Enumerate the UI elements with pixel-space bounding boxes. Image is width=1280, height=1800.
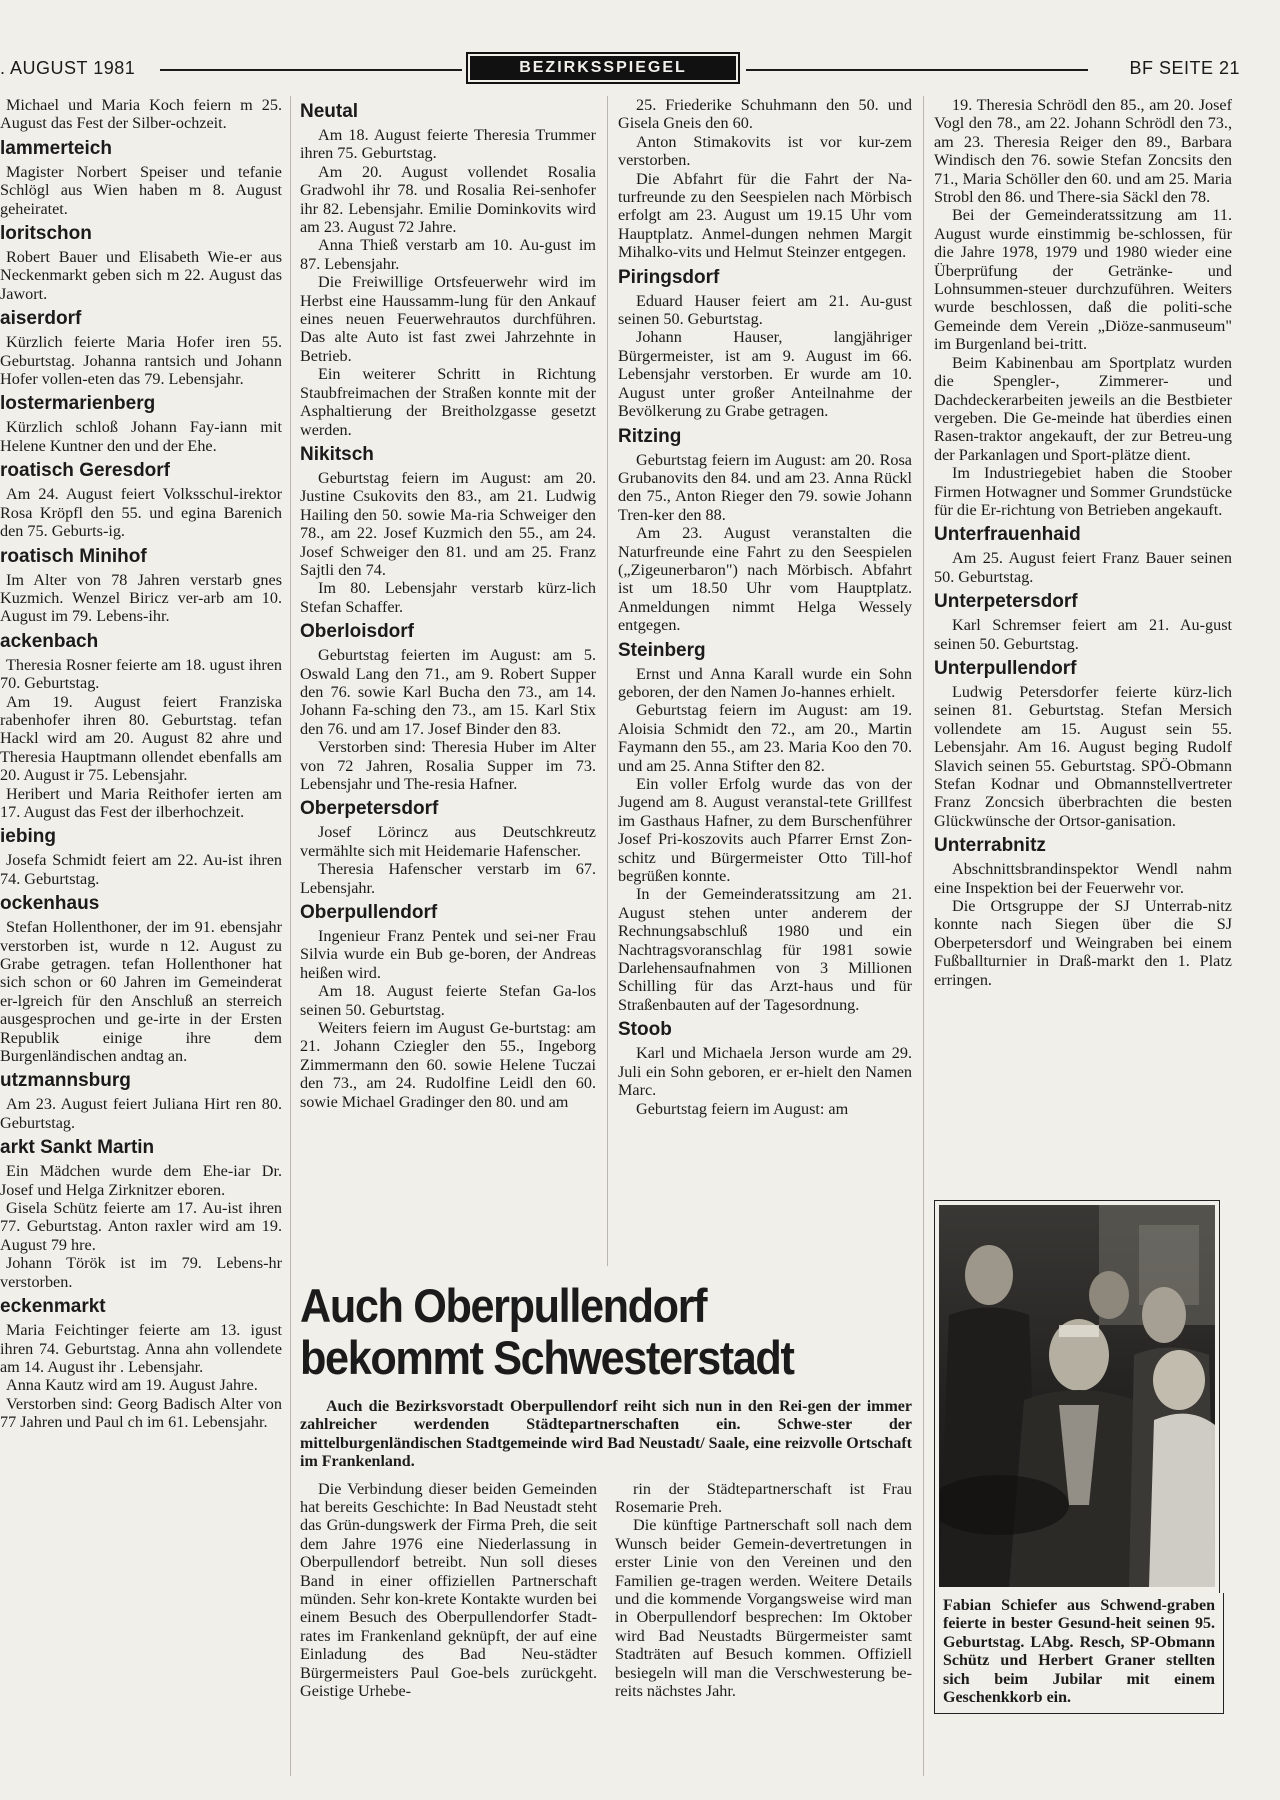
news-paragraph: Abschnittsbrandinspektor Wendl nahm eine Inspektion bei der Feuerwehr vor.	[934, 860, 1232, 897]
news-paragraph: Geburtstag feierten im August: am 5. Oswald Lang den 71., am 9. Robert Supper den 76. sowie Karl Bucha den 73., am 14. Johann Fa-sching den 73., am 15. Karl Stix den 76. und am 17. Josef Binder den 83.	[300, 646, 596, 738]
column-1	[0, 96, 282, 1432]
locality-heading: Oberloisdorf	[300, 621, 415, 643]
issue-date: . AUGUST 1981	[0, 58, 136, 78]
news-paragraph: Ludwig Petersdorfer feierte kürz-lich seinen 81. Geburtstag. Stefan Mersich vollendete am 15. August sein 55. Lebensjahr. Am 16. August beging Rudolf Slavich seinen 55. Geburtstag. SPÖ-Obmann Stefan Kodnar und Obmannstellvertreter Franz Zoncsich überbrachten die besten Glückwünsche der Ortsor-ganisation.	[934, 682, 1232, 830]
column-divider	[923, 96, 924, 1776]
feature-article	[300, 1280, 912, 1701]
page-number: BF SEITE 21	[1129, 58, 1240, 78]
photo-jubilee-image	[939, 1205, 1215, 1587]
article-headline	[300, 1280, 889, 1384]
headline-line-2: bekommt Schwesterstadt	[300, 1331, 794, 1384]
article-body	[300, 1480, 912, 1701]
article-body-left	[300, 1480, 597, 1701]
page-header	[0, 52, 1240, 88]
locality-heading: Nikitsch	[300, 443, 374, 465]
article-paragraph: rin der Städtepartnerschaft ist Frau Rosemarie Preh.	[615, 1479, 912, 1517]
news-paragraph: Die Abfahrt für die Fahrt der Na-turfreunde zu den Seespielen nach Mörbisch erfolgt am 23. August um 19.15 Uhr vom Hauptplatz. Anmel-dungen nehmen Margit Mihalko-vits und Helmut Steinzer entgegen.	[618, 169, 912, 262]
section-label: BEZIRKSSPIEGEL	[470, 56, 736, 80]
news-paragraph: Am 24. August feiert Volksschul-irektor Rosa Kröpfl den 55. und egina Barenich den 75. Geburts-ig.	[0, 485, 282, 541]
column-divider	[290, 96, 291, 1776]
locality-heading: Oberpullendorf	[300, 902, 438, 924]
news-paragraph: Verstorben sind: Theresia Huber im Alter von 72 Jahren, Rosalia Supper im 73. Lebensjahr und The-resia Hafner.	[300, 738, 596, 793]
news-paragraph: Theresia Rosner feierte am 18. ugust ihren 70. Geburtstag.	[0, 655, 282, 693]
news-paragraph: Geburtstag feiern im August: am 19. Aloisia Schmidt den 72., am 20., Martin Faymann den 55., am 23. Maria Koo den 70. und am 25. Anna Stifter den 82.	[618, 701, 912, 775]
news-paragraph: Anna Kautz wird am 19. August Jahre.	[6, 1376, 258, 1395]
column-4	[934, 96, 1232, 989]
news-paragraph: Geburtstag feiern im August: am	[636, 1099, 849, 1118]
news-paragraph: 19. Theresia Schrödl den 85., am 20. Josef Vogl den 78., am 22. Johann Schrödl den 73., am 23. Theresia Reiger den 89., Barbara Windisch den 76. sowie Stefan Zoncsits den 71., Maria Schöller den 60. und am 25. Maria Strobl den 86. und There-sia Säckl den 78.	[934, 96, 1232, 207]
news-paragraph: Theresia Hafenscher verstarb im 67. Lebensjahr.	[300, 860, 596, 897]
news-paragraph: Stefan Hollenthoner, der im 91. ebensjahr verstorben ist, wurde n 12. August zu Grabe getragen. tefan Hollenthoner hat sich schon or 60 Jahren im Gemeinderat er-lgreich für den Anschluß an sterreich ausgesprochen und ge-irte in der Ersten Republik einige ihre dem Burgenländischen andtag an.	[0, 918, 282, 1066]
news-paragraph: Am 25. August feiert Franz Bauer seinen 50. Geburtstag.	[934, 549, 1232, 586]
news-paragraph: Am 19. August feiert Franziska rabenhofer ihren 80. Geburtstag. tefan Hackl wird am 20. August 82 ahre und Theresia Hauptmann ollendet ebenfalls am 20. August ir 75. Lebensjahr.	[0, 692, 282, 785]
locality-heading: Unterfrauenhaid	[934, 524, 1081, 546]
news-paragraph: Im 80. Lebensjahr verstarb kürz-lich Stefan Schaffer.	[300, 579, 596, 616]
locality-heading: eckenmarkt	[0, 1296, 106, 1318]
news-paragraph: Magister Norbert Speiser und tefanie Schlögl aus Wien haben m 8. August geheiratet.	[0, 162, 282, 218]
locality-heading: loritschon	[0, 223, 92, 245]
news-paragraph: Am 23. August feiert Juliana Hirt ren 80. Geburtstag.	[0, 1095, 282, 1132]
news-paragraph: Johann Török ist im 79. Lebens-hr verstorben.	[0, 1254, 282, 1291]
locality-heading: ockenhaus	[0, 893, 100, 915]
photo-caption: Fabian Schiefer aus Schwend-graben feierte in bester Gesund-heit seinen 95. Geburtstag. LAbg. Resch, SP-Obmann Schütz und Herbert Graner stellten sich beim Jubilar mit einem Geschenkkorb ein.	[934, 1593, 1224, 1714]
news-paragraph: Am 18. August feierte Theresia Trummer ihren 75. Geburtstag.	[300, 126, 596, 163]
section-label-box	[466, 52, 740, 84]
locality-heading: ackenbach	[0, 630, 99, 652]
locality-heading: Steinberg	[618, 639, 706, 661]
locality-heading: Oberpetersdorf	[300, 798, 439, 820]
locality-heading: Neutal	[300, 101, 359, 122]
article-lead: Auch die Bezirksvorstadt Oberpullendorf reiht sich nun in den Rei-gen der immer zahlreicher werdenden Städtepartnerschaften ein. Schwe-ster der mittelburgenländischen Stadtgemeinde wird Bad Neustadt/ Saale, eine reizvolle Ortschaft im Frankenland.	[300, 1398, 912, 1471]
photo-frame	[934, 1200, 1220, 1594]
article-paragraph: Die künftige Partnerschaft soll nach dem Wunsch beider Gemein-devertretungen in erster Linie von den Vereinen und den Familien ge-tragen werden. Weitere Details und die kommende Vorgangsweise wird man in Oberpullendorf besprechen: Im Oktober wird Bad Neustadts Bürgermeister samt Stadträten auf Besuch kommen. Offiziell besiegeln will man die Verschwesterung be-reits nächstes Jahr.	[615, 1516, 912, 1701]
locality-heading: utzmannsburg	[0, 1070, 131, 1092]
locality-heading: aiserdorf	[0, 308, 82, 330]
locality-heading: roatisch Geresdorf	[0, 460, 170, 482]
locality-heading: Unterpetersdorf	[934, 591, 1078, 613]
news-paragraph: Im Industriegebiet haben die Stoober Firmen Hotwagner und Sommer Grundstücke für die Er-richtung von Betrieben angekauft.	[934, 464, 1232, 519]
news-paragraph: Am 23. August veranstalten die Naturfreunde eine Fahrt zu den Seespielen („Zigeunerbaron") nach Mörbisch. Abfahrt ist um 18.50 Uhr vom Hauptplatz. Anmeldungen nimmt Helga Wessely entgegen.	[618, 524, 912, 635]
news-paragraph: Ein Mädchen wurde dem Ehe-iar Dr. Josef und Helga Zirknitzer eboren.	[0, 1162, 282, 1199]
news-paragraph: Johann Hauser, langjähriger Bürgermeister, ist am 9. August im 66. Lebensjahr verstorben. Er wurde am 10. August unter großer Anteilnahme der Bevölkerung zu Grabe getragen.	[618, 328, 912, 421]
news-paragraph: Die Freiwillige Ortsfeuerwehr wird im Herbst eine Haussamm-lung für den Ankauf eines neuen Feuerwehrautos durchführen. Das alte Auto ist fast zwei Jahrzehnte in Betrieb.	[300, 273, 596, 365]
column-3	[618, 96, 912, 1118]
news-paragraph: Karl und Michaela Jerson wurde am 29. Juli ein Sohn geboren, er er-hielt den Namen Marc.	[618, 1044, 912, 1100]
locality-heading: Ritzing	[618, 425, 682, 447]
column-2	[300, 96, 596, 1111]
headline-line-1: Auch Oberpullendorf	[300, 1279, 707, 1332]
news-paragraph: Ingenieur Franz Pentek und sei-ner Frau Silvia wurde ein Bub ge-boren, der Andreas heißen wird.	[300, 927, 596, 982]
locality-heading: Unterrabnitz	[934, 835, 1046, 857]
news-paragraph: Ernst und Anna Karall wurde ein Sohn geboren, der den Namen Jo-hannes erhielt.	[618, 664, 912, 701]
news-paragraph: Anton Stimakovits ist vor kur-zem verstorben.	[618, 132, 912, 170]
locality-heading: lostermarienberg	[0, 393, 156, 415]
locality-heading: lammerteich	[0, 137, 112, 159]
article-body-right	[615, 1480, 912, 1701]
news-paragraph: Michael und Maria Koch feiern m 25. August das Fest der Silber-ochzeit.	[0, 96, 282, 133]
article-paragraph: Die Verbindung dieser beiden Gemeinden hat bereits Geschichte: In Bad Neustadt steht das Grün-dungswerk der Firma Preh, die seit dem Jahre 1976 eine Niederlassung in Oberpullendorf betreibt. Nun soll dieses Band in einer offiziellen Partnerschaft münden. Sehr kon-krete Kontakte wurden bei einem Besuch des Oberpullendorfer Stadt-rates im Frankenland geknüpft, der auf eine Einladung des Bad Neu-städter Bürgermeisters Paul Goe-bels zurückgeht. Geistige Urhebe-	[300, 1479, 597, 1701]
news-paragraph: Bei der Gemeinderatssitzung am 11. August wurde einstimmig be-schlossen, für die Jahre 1978, 1979 und 1980 wieder eine Überprüfung der Getränke- und Lohnsummen-steuer durchzuführen. Weiters wurde beschlossen, daß die politi-sche Gemeinde dem Verein „Diöze-sanmuseum" im Burgenland bei-tritt.	[934, 206, 1232, 354]
news-paragraph: In der Gemeinderatssitzung am 21. August stehen unter anderem der Rechnungsabschluß 1980 und ein Nachtragsvoranschlag für 1981 sowie Darlehensaufnahmen von 3 Millionen Schilling für das Arzt-haus und für Straßenbauten auf der Tagesordnung.	[618, 885, 912, 1014]
news-paragraph: Die Ortsgruppe der SJ Unterrab-nitz konnte nach Siegen über die SJ Oberpetersdorf und Weingraben bei einem Fußballturnier in Draß-markt den 1. Platz erringen.	[934, 897, 1232, 989]
column-divider	[607, 96, 608, 1266]
locality-heading: Stoob	[618, 1019, 672, 1041]
locality-heading: Unterpullendorf	[934, 657, 1077, 679]
news-paragraph: Im Alter von 78 Jahren verstarb gnes Kuzmich. Wenzel Biricz ver-arb am 10. August im 79. Lebens-ihr.	[0, 570, 282, 626]
header-rule-left	[160, 69, 462, 71]
news-paragraph: Am 18. August feierte Stefan Ga-los seinen 50. Geburtstag.	[300, 982, 596, 1019]
news-paragraph: Karl Schremser feiert am 21. Au-gust seinen 50. Geburtstag.	[934, 616, 1232, 653]
news-paragraph: Ein weiterer Schritt in Richtung Staubfreimachen der Straßen konnte mit der Asphaltierung der Breitholzgasse gesetzt werden.	[300, 365, 596, 439]
news-paragraph: Kürzlich schloß Johann Fay-iann mit Helene Kuntner den und der Ehe.	[0, 418, 282, 455]
news-paragraph: 25. Friederike Schuhmann den 50. und Gisela Gneis den 60.	[618, 96, 912, 133]
news-paragraph: Beim Kabinenbau am Sportplatz wurden die Spengler-, Zimmerer- und Dachdeckerarbeiten jeweils an die Bestbieter vergeben. Die Ge-meinde hat überdies einen Rasen-traktor angekauft, der zur Betreu-ung der Parkanlagen und Sport-plätze dient.	[934, 353, 1232, 464]
news-paragraph: Geburtstag feiern im August: am 20. Rosa Grubanovits den 84. und am 23. Anna Rückl den 75., Anton Rieger den 79. sowie Johann Tren-ker den 88.	[618, 450, 912, 524]
locality-heading: arkt Sankt Martin	[0, 1137, 155, 1159]
news-paragraph: Gisela Schütz feierte am 17. Au-ist ihren 77. Geburtstag. Anton raxler wird am 19. August 79 hre.	[0, 1199, 282, 1254]
news-paragraph: Verstorben sind: Georg Badisch Alter von 77 Jahren und Paul ch im 61. Lebensjahr.	[0, 1394, 282, 1432]
news-paragraph: Maria Feichtinger feierte am 13. igust ihren 74. Geburtstag. Anna ahn vollendete am 14. August ihr . Lebensjahr.	[0, 1321, 282, 1376]
locality-heading: iebing	[0, 826, 56, 848]
news-paragraph: Am 20. August vollendet Rosalia Gradwohl ihr 78. und Rosalia Rei-senhofer ihr 82. Lebensjahr. Emilie Dominkovits wird am 23. August 72 Jahre.	[300, 162, 596, 237]
news-paragraph: Robert Bauer und Elisabeth Wie-er aus Neckenmarkt geben sich m 22. August das Jawort.	[0, 248, 282, 303]
header-rule-right	[746, 69, 1088, 71]
news-paragraph: Ein voller Erfolg wurde das von der Jugend am 8. August veranstal-tete Grillfest im Gasthaus Hafner, zu dem Burschenführer Josef Pri-koszovits auch Pfarrer Ernst Zon-schitz und Bürgermeister Otto Till-hof begrüßen konnte.	[618, 775, 912, 886]
news-paragraph: Weiters feiern im August Ge-burtstag: am 21. Johann Cziegler den 55., Ingeborg Zimmermann den 60. sowie Helene Tuczai den 73., am 24. Rudolfine Leidl den 60. sowie Michael Gradinger den 80. und am	[300, 1019, 596, 1111]
news-paragraph: Kürzlich feierte Maria Hofer iren 55. Geburtstag. Johanna rantsich und Johann Hofer vollen-eten das 79. Lebensjahr.	[0, 333, 282, 389]
news-paragraph: Heribert und Maria Reithofer ierten am 17. August das Fest der ilberhochzeit.	[0, 784, 282, 821]
news-paragraph: Geburtstag feiern im August: am 20. Justine Csukovits den 83., am 21. Ludwig Hailing den 50. sowie Ma-ria Schweiger den 78., am 22. Josef Kuzmich den 55., am 24. Josef Schweiger den 81. und am 25. Franz Sajtli den 74.	[300, 468, 596, 579]
news-paragraph: Eduard Hauser feiert am 21. Au-gust seinen 50. Geburtstag.	[618, 291, 912, 329]
news-paragraph: Anna Thieß verstarb am 10. Au-gust im 87. Lebensjahr.	[300, 236, 596, 273]
locality-heading: Piringsdorf	[618, 266, 720, 288]
news-paragraph: Josef Lörincz aus Deutschkreutz vermählte sich mit Heidemarie Hafenscher.	[300, 823, 596, 860]
locality-heading: roatisch Minihof	[0, 545, 147, 567]
news-paragraph: Josefa Schmidt feiert am 22. Au-ist ihren 74. Geburtstag.	[0, 851, 282, 888]
